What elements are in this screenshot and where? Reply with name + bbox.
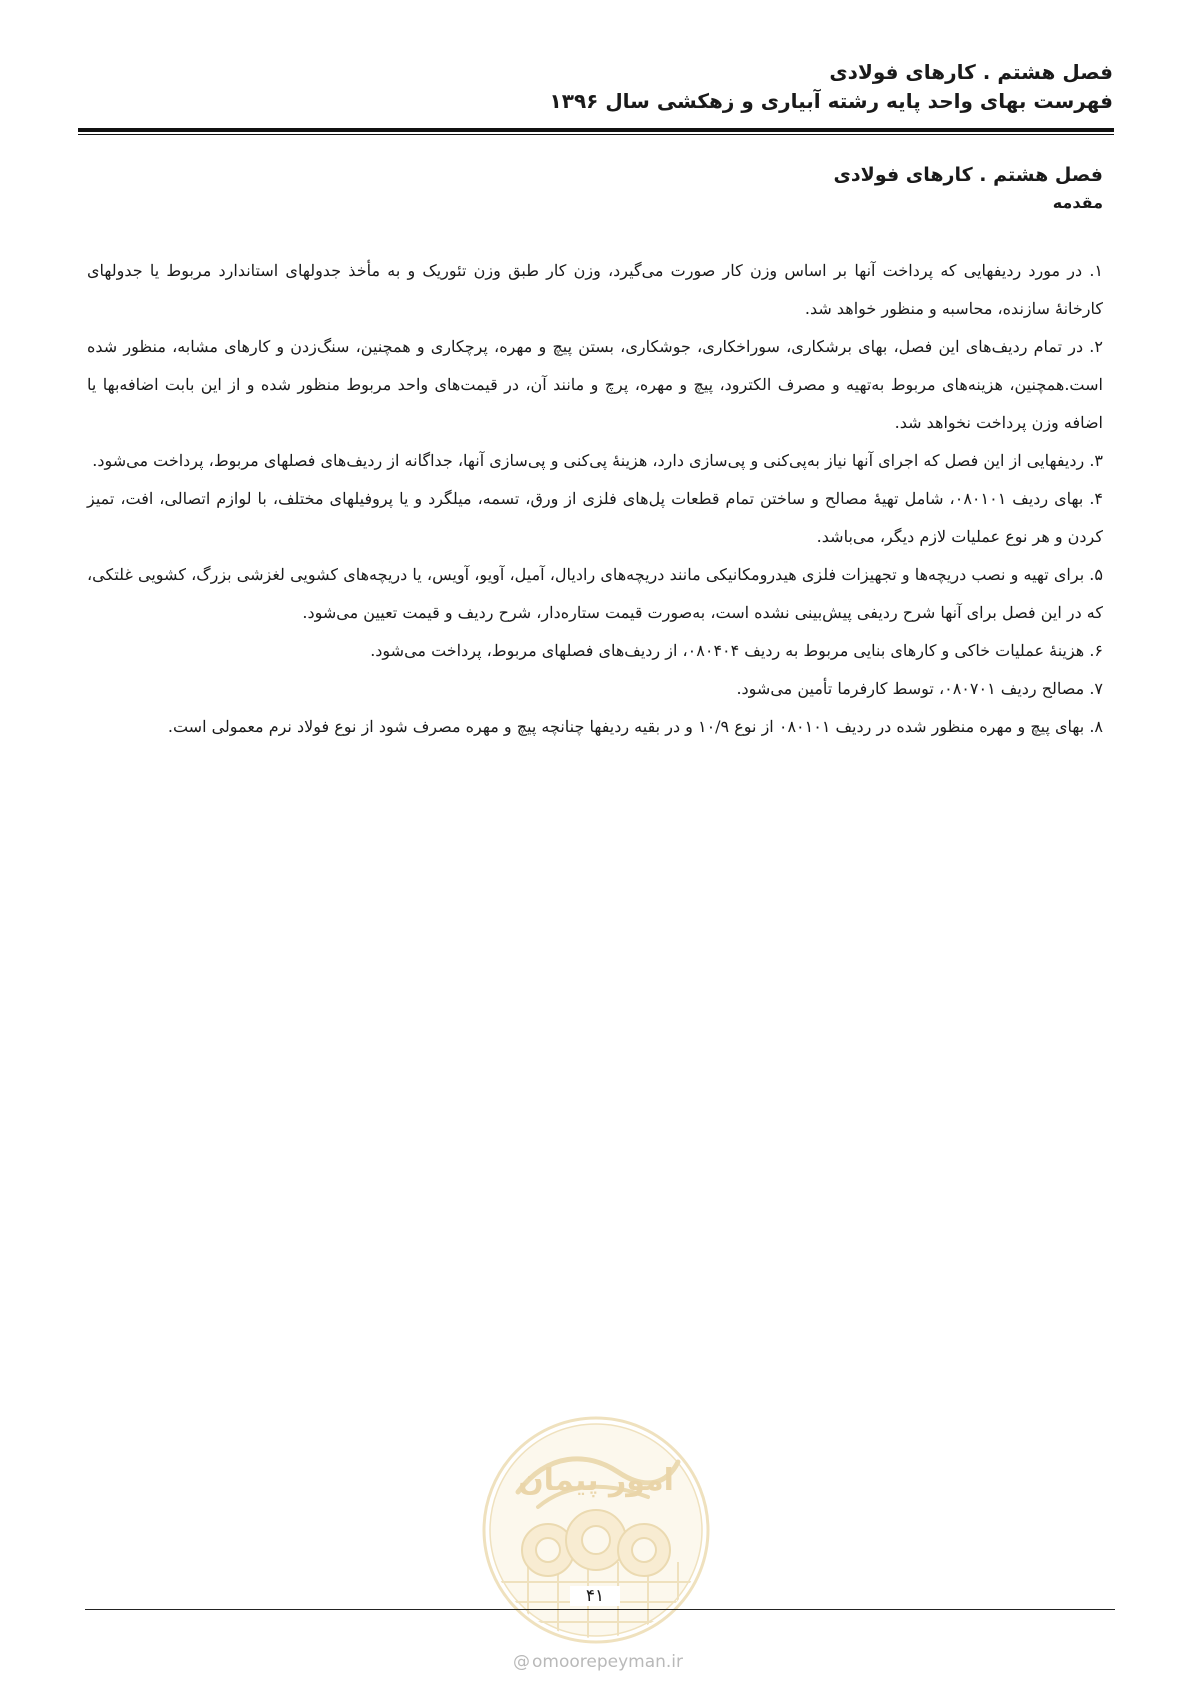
intro-heading: مقدمه	[1052, 193, 1103, 212]
list-item: ۷. مصالح ردیف ۰۸۰۷۰۱، توسط کارفرما تأمین می‌شود.	[736, 679, 1103, 698]
watermark-logo	[478, 1412, 714, 1648]
at-icon: @	[512, 1652, 530, 1672]
list-item: ۵. برای تهیه و نصب دریچه‌ها و تجهیزات فلزی هیدرومکانیکی مانند دریچه‌های رادیال، آمیل، آویو، آویس، یا دریچه‌های کشویی لغزشی بزرگ، کشویی غلتکی، که در این فصل برای آنها شرح ردیفی پیش‌بینی نشده است، به‌صورت قیمت ستاره‌دار، شرح ردیف و قیمت تعیین می‌شود.	[87, 565, 1103, 622]
list-item: ۱. در مورد ردیفهایی که پرداخت آنها بر اساس وزن کار صورت می‌گیرد، وزن کار طبق وزن تئوریک و به مأخذ جدولهای استاندارد مربوط یا جدولهای کارخانهٔ سازنده، محاسبه و منظور خواهد شد.	[87, 261, 1104, 318]
footer-rule	[85, 1609, 1115, 1610]
header-rule-thin	[78, 134, 1114, 135]
page-header	[77, 58, 1113, 116]
watermark-url-text: omoorepeyman.ir	[531, 1652, 684, 1672]
list-item: ۲. در تمام ردیف‌های این فصل، بهای برشکاری، سوراخکاری، جوشکاری، بستن پیچ و مهره، پرچکاری و همچنین، سنگ‌زدن و کارهای مشابه، منظور شده است.همچنین، هزینه‌های مربوط به‌تهیه و مصرف الکترود، پیچ و مهره، پرچ و مانند آن، در قیمت‌های واحد مربوط منظور شده و از این بابت اضافه‌بها یا اضافه وزن پرداخت نخواهد شد.	[87, 337, 1103, 432]
list-item: ۳. ردیفهایی از این فصل که اجرای آنها نیاز به‌پی‌کنی و پی‌سازی دارد، هزینهٔ پی‌کنی و پی‌سازی آنها، جداگانه از ردیف‌های فصلهای مربوط، پرداخت می‌شود.	[92, 451, 1103, 470]
list-item: ۴. بهای ردیف ۰۸۰۱۰۱، شامل تهیهٔ مصالح و ساختن تمام قطعات پل‌های فلزی از ورق، تسمه، میلگرد و یا پروفیلهای مختلف، با لوازم اتصالی، افت، تمیز کردن و هر نوع عملیات لازم دیگر، می‌باشد.	[87, 489, 1104, 546]
list-item: ۸. بهای پیچ و مهره منظور شده در ردیف ۰۸۰۱۰۱ از نوع ۱۰/۹ و در بقیه ردیفها چنانچه پیچ و مهره مصرف شود از نوع فولاد نرم معمولی است.	[167, 717, 1103, 736]
intro-items-list	[87, 252, 1103, 746]
page-content	[87, 160, 1103, 746]
header-chapter-title: فصل هشتم . کارهای فولادی	[829, 60, 1113, 84]
list-item: ۶. هزینهٔ عملیات خاکی و کارهای بنایی مربوط به ردیف ۰۸۰۴۰۴، از ردیف‌های فصلهای مربوط، پرداخت می‌شود.	[370, 641, 1103, 660]
header-rule-thick	[78, 128, 1114, 132]
watermark-url	[480, 1651, 716, 1673]
chapter-title: فصل هشتم . کارهای فولادی	[833, 164, 1103, 186]
watermark-logo-text: امور پیمان	[518, 1463, 674, 1498]
header-book-title: فهرست بهای واحد پایه رشته آبیاری و زهکشی سال ۱۳۹۶	[549, 89, 1113, 113]
page-number: ۴۱	[570, 1586, 620, 1606]
